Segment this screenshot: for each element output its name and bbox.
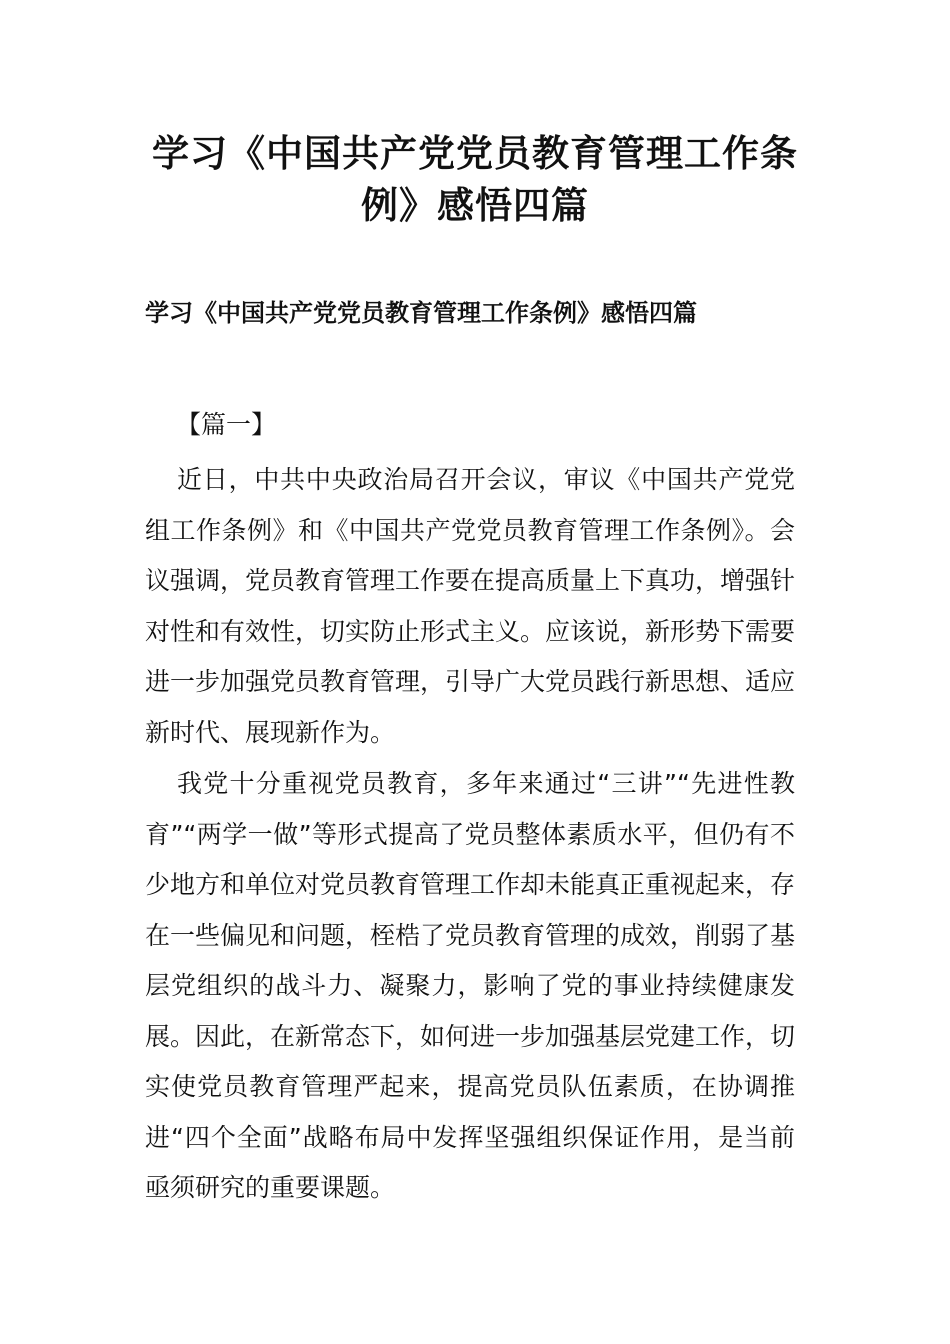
body-paragraph-1: 近日，中共中央政治局召开会议，审议《中国共产党党组工作条例》和《中国共产党党员教育管理工作条例》。会议强调，党员教育管理工作要在提高质量上下真功，增强针对性和有效性，切实防止形式主义。应该说，新形势下需要进一步加强党员教育管理，引导广大党员践行新思想、适应新时代、展现新作为。 — [145, 465, 796, 747]
document-title: 学习《中国共产党党员教育管理工作条例》感悟四篇 — [152, 132, 798, 227]
section-label: 【篇一】 — [176, 410, 277, 439]
body-paragraph-2: 我党十分重视党员教育，多年来通过“三讲”“先进性教育”“两学一做”等形式提高了党员整体素质水平，但仍有不少地方和单位对党员教育管理工作却未能真正重视起来，存在一些偏见和问题，桎梏了党员教育管理的成效，削弱了基层党组织的战斗力、凝聚力，影响了党的事业持续健康发展。因此，在新常态下，如何进一步加强基层党建工作，切实使党员教育管理严起来，提高党员队伍素质，在协调推进“四个全面”战略布局中发挥坚强组织保证作用，是当前亟须研究的重要课题。 — [145, 769, 796, 1202]
document-subtitle: 学习《中国共产党党员教育管理工作条例》感悟四篇 — [145, 299, 697, 327]
